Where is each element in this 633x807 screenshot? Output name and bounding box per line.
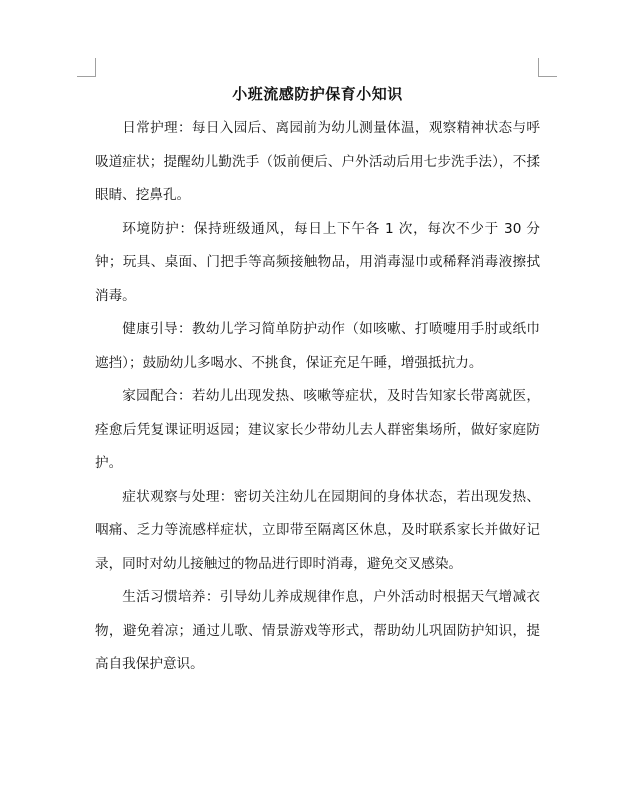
paragraph-daily-care: 日常护理：每日入园后、离园前为幼儿测量体温，观察精神状态与呼吸道症状；提醒幼儿勤洗手（饭前便后、户外活动后用七步洗手法），不揉眼睛、挖鼻孔。 <box>95 120 540 203</box>
paragraph-symptom-handling: 症状观察与处理：密切关注幼儿在园期间的身体状态，若出现发热、咽痛、乏力等流感样症状，立即带至隔离区休息，及时联系家长并做好记录，同时对幼儿接触过的物品进行即时消毒，避免交叉感染。 <box>95 488 540 572</box>
crop-mark-top-right <box>538 58 557 77</box>
paragraph-environment: 环境防护：保持班级通风，每日上下午各 1 次，每次不少于 30 分钟；玩具、桌面、门把手等高频接触物品，用消毒湿巾或稀释消毒液擦拭消毒。 <box>95 220 540 304</box>
crop-mark-top-left <box>77 58 96 77</box>
document-body <box>95 82 540 682</box>
paragraph-home-school: 家园配合：若幼儿出现发热、咳嗽等症状，及时告知家长带离就医，痊愈后凭复课证明返园；建议家长少带幼儿去人群密集场所，做好家庭防护。 <box>95 388 540 471</box>
document-title: 小班流感防护保育小知识 <box>232 85 403 103</box>
paragraph-habits: 生活习惯培养：引导幼儿养成规律作息，户外活动时根据天气增减衣物，避免着凉；通过儿歌、情景游戏等形式，帮助幼儿巩固防护知识，提高自我保护意识。 <box>95 589 540 672</box>
paragraph-health-guidance: 健康引导：教幼儿学习简单防护动作（如咳嗽、打喷嚏用手肘或纸巾遮挡）；鼓励幼儿多喝水、不挑食，保证充足午睡，增强抵抗力。 <box>95 321 540 371</box>
